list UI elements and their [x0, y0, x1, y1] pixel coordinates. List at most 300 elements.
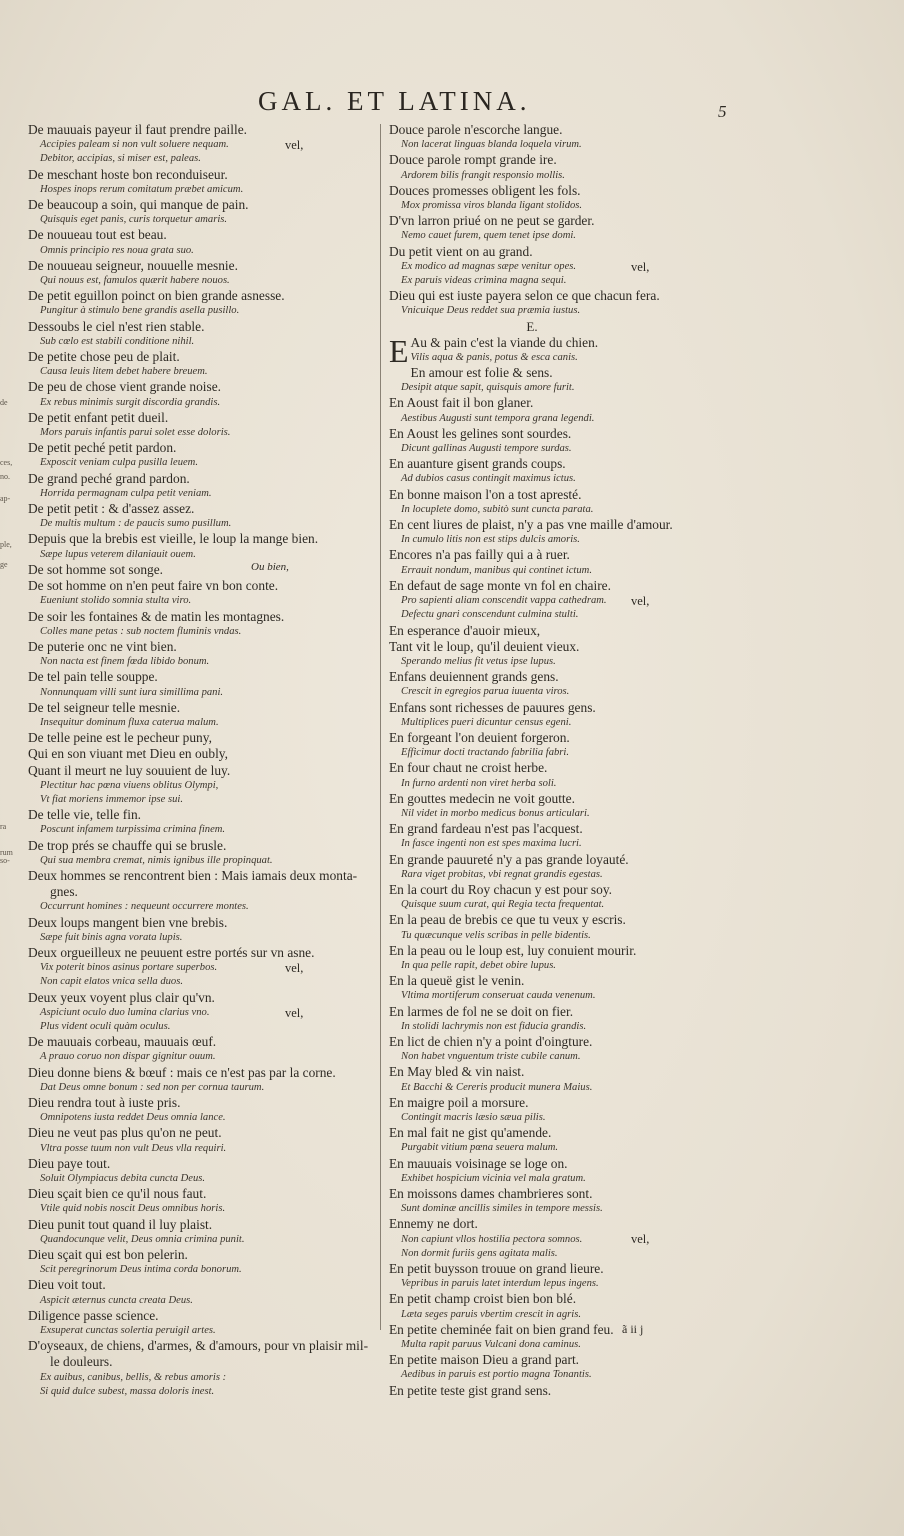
french-proverb	[28, 1338, 373, 1354]
french-proverb	[389, 288, 689, 304]
proverb-entry	[389, 623, 689, 639]
proverb-entry	[389, 760, 689, 790]
section-letter: E.	[526, 318, 538, 334]
latin-translation: De multis multum : de paucis sumo pusillum.	[40, 518, 232, 530]
french-text: En grand fardeau n'est pas l'acquest.	[389, 821, 583, 837]
proverb-entry	[389, 791, 689, 821]
latin-translation: Hospes inops rerum comitatum præbet amicum.	[40, 183, 244, 195]
latin-translation: Exhibet hospicium vicinia vel mala gratum.	[401, 1172, 586, 1184]
drop-capital: E	[389, 332, 409, 369]
latin-translation: Aestibus Augusti sunt tempora grana legendi.	[401, 412, 595, 424]
proverb-entry	[389, 183, 689, 213]
proverb-entry	[28, 990, 373, 1020]
french-proverb	[28, 838, 373, 854]
proverb-entry	[389, 1247, 689, 1261]
latin-translation: Nil videt in morbo medicus bonus articulari.	[401, 807, 590, 819]
margin-fragment: ces,	[0, 458, 13, 467]
latin-translation: Vltra posse tuum non vult Deus vlla requiri.	[40, 1142, 227, 1154]
proverb-entry	[28, 152, 373, 166]
french-proverb	[28, 807, 373, 823]
margin-fragment: no.	[0, 472, 10, 481]
french-proverb	[28, 471, 373, 487]
latin-translation: Non habet vnguentum triste cubile canum.	[401, 1051, 581, 1063]
french-proverb	[28, 379, 373, 395]
french-proverb	[28, 763, 373, 779]
french-text: Ennemy ne dort.	[389, 1216, 478, 1232]
proverb-entry	[389, 332, 689, 369]
french-proverb	[389, 244, 689, 260]
proverb-entry	[389, 244, 689, 274]
proverb-entry	[389, 730, 689, 760]
proverb-entry	[28, 122, 373, 152]
french-text: Dieu qui est iuste payera selon ce que chacun fera.	[389, 288, 660, 304]
french-text: De telle vie, telle fin.	[28, 807, 142, 823]
french-proverb	[389, 365, 689, 381]
proverb-entry	[28, 1034, 373, 1064]
margin-fragment: de	[0, 398, 8, 407]
latin-translation: Sub cœlo est stabili conditione nihil.	[40, 335, 195, 347]
french-text: De mauuais corbeau, mauuais œuf.	[28, 1034, 217, 1050]
french-proverb	[28, 990, 373, 1006]
french-proverb	[389, 669, 689, 685]
latin-translation: Qui sua membra cremat, nimis ignibus ille propinquat.	[40, 854, 273, 866]
french-text: En Aoust les gelines sont sourdes.	[389, 425, 572, 441]
french-text: Deux loups mangent bien vne brebis.	[28, 914, 228, 930]
latin-translation: Plus vident oculi quàm oculus.	[40, 1020, 171, 1032]
latin-translation: Aspicit æternus cuncta creata Deus.	[40, 1294, 193, 1306]
latin-translation: Ad dubios casus contingit maximus ictus.	[401, 473, 576, 485]
margin-fragment: so-	[0, 856, 10, 865]
latin-translation: Vnicuique Deus reddet sua præmia iustus.	[401, 305, 581, 317]
latin-translation: Et Bacchi & Cereris producit munera Maius.	[401, 1081, 593, 1093]
proverb-entry	[28, 1065, 373, 1095]
proverb-entry	[389, 1034, 689, 1064]
french-proverb	[28, 122, 373, 138]
french-proverb	[389, 623, 689, 639]
variant-note: vel,	[631, 259, 650, 274]
proverb-entry	[389, 213, 689, 243]
french-proverb	[28, 349, 373, 365]
latin-translation: Exposcit veniam culpa pusilla leuem.	[40, 457, 198, 469]
french-proverb	[389, 1186, 689, 1202]
french-text: En petite maison Dieu a grand part.	[389, 1352, 580, 1368]
french-text: En gouttes medecin ne voit goutte.	[389, 790, 575, 806]
french-proverb	[389, 821, 689, 837]
french-text: Deux yeux voyent plus clair qu'vn.	[28, 989, 215, 1005]
french-text: De meschant hoste bon reconduiseur.	[28, 166, 228, 182]
latin-translation: Contingit macris læsio sæua pilis.	[401, 1112, 546, 1123]
latin-translation: Debitor, accipias, si miser est, paleas.	[40, 153, 201, 165]
french-text: Dieu paye tout.	[28, 1155, 111, 1171]
french-text: D'vn larron priué on ne peut se garder.	[389, 213, 595, 229]
latin-translation: Aedibus in paruis est portio magna Tonantis.	[401, 1369, 592, 1381]
variant-note: vel,	[285, 138, 304, 152]
latin-translation: Errauit nondum, manibus qui continet ictum.	[401, 564, 592, 576]
french-text: En larmes de fol ne se doit on fier.	[389, 1003, 574, 1019]
french-proverb	[28, 167, 373, 183]
french-text: Douce parole n'escorche langue.	[389, 122, 563, 137]
latin-translation: Mors paruis infantis parui solet esse doloris.	[40, 427, 231, 439]
proverb-entry	[389, 912, 689, 942]
french-proverb	[389, 791, 689, 807]
french-text: Depuis que la brebis est vieille, le loup la mange bien.	[28, 531, 319, 547]
proverb-entry	[389, 943, 689, 973]
latin-translation: Vix poterit binos asinus portare superbos.	[40, 962, 218, 974]
proverb-entry	[28, 258, 373, 288]
latin-translation: Nonnunquam villi sunt iura simillima pani.	[40, 686, 224, 698]
proverb-entry	[28, 440, 373, 470]
french-text: De peu de chose vient grande noise.	[28, 379, 221, 395]
french-text: Dieu punit tout quand il luy plaist.	[28, 1216, 213, 1232]
french-proverb	[389, 122, 689, 138]
proverb-entry	[28, 669, 373, 699]
french-proverb	[389, 973, 689, 989]
column-divider	[380, 124, 381, 1330]
latin-translation: Occurrunt homines : nequeunt occurrere montes.	[40, 901, 249, 913]
latin-translation: Pungitur à stimulo bene grandis asella pusillo.	[40, 305, 240, 317]
right-column	[389, 122, 689, 1399]
proverb-entry	[28, 945, 373, 975]
proverb-entry	[389, 1216, 689, 1246]
proverb-entry	[389, 365, 689, 395]
latin-translation: Si quid dulce subest, massa doloris inest.	[40, 1385, 215, 1397]
french-text: De puterie onc ne vint bien.	[28, 638, 177, 654]
latin-translation: Mox promissa viros blanda ligant stolidos.	[401, 200, 583, 212]
proverb-entry	[389, 639, 689, 669]
proverb-entry	[28, 288, 373, 318]
proverb-entry	[389, 547, 689, 577]
french-text: De mauuais payeur il faut prendre paille.	[28, 122, 247, 137]
french-text: De petite chose peu de plait.	[28, 349, 180, 365]
proverb-entry	[28, 868, 373, 915]
proverb-entry	[28, 410, 373, 440]
french-text: Qui en son viuant met Dieu en oubly,	[28, 746, 228, 762]
latin-translation: Accipies paleam si non vult soluere nequam.	[40, 139, 229, 151]
french-proverb	[28, 1125, 373, 1141]
french-text: En four chaut ne croist herbe.	[389, 760, 548, 776]
french-proverb	[28, 669, 373, 685]
french-text: De soir les fontaines & de matin les montagnes.	[28, 608, 285, 624]
french-proverb	[389, 183, 689, 199]
french-proverb	[28, 639, 373, 655]
proverb-entry	[389, 456, 689, 486]
french-text: En cent liures de plaist, n'y a pas vne maille d'amour.	[389, 517, 673, 533]
french-text: En forgeant l'on deuient forgeron.	[389, 729, 570, 745]
french-proverb	[28, 1217, 373, 1233]
latin-translation: Soluit Olympiacus debita cuncta Deus.	[40, 1173, 206, 1185]
proverb-entry	[28, 349, 373, 379]
proverb-entry	[389, 608, 689, 622]
proverb-entry	[28, 1020, 373, 1034]
proverb-entry	[28, 501, 373, 531]
proverb-entry	[28, 1308, 373, 1338]
french-text: Dieu rendra tout à iuste pris.	[28, 1095, 181, 1110]
latin-translation: Tu quæcunque velis scribas in pelle bidentis.	[401, 929, 591, 941]
latin-translation: Nemo cauet furem, quem tenet ipse domi.	[401, 230, 576, 242]
french-proverb	[389, 456, 689, 472]
latin-translation: Vepribus in paruis latet interdum lepus ingens.	[401, 1278, 599, 1290]
french-proverb	[28, 227, 373, 243]
french-text: De nouueau seigneur, nouuelle mesnie.	[28, 257, 238, 273]
latin-translation: Quandocunque velit, Deus omnia crimina punit.	[40, 1233, 245, 1245]
french-proverb	[389, 395, 689, 411]
proverb-entry	[28, 975, 373, 989]
french-text: De trop prés se chauffe qui se brusle.	[28, 837, 227, 853]
latin-translation: In fasce ingenti non est spes maxima lucri.	[401, 838, 582, 850]
latin-translation: Insequitur dominum fluxa caterua malum.	[40, 716, 219, 728]
french-text: En bonne maison l'on a tost apresté.	[389, 486, 582, 502]
french-proverb	[28, 746, 373, 762]
french-proverb	[389, 1095, 689, 1111]
french-continuation: le douleurs.	[50, 1354, 113, 1370]
proverb-entry	[389, 395, 689, 425]
latin-translation: In cumulo litis non est stips dulcis amoris.	[401, 534, 580, 546]
french-text: En la queuë gist le venin.	[389, 973, 525, 989]
french-text: En petite cheminée fait on bien grand feu.	[389, 1321, 614, 1337]
french-proverb	[28, 288, 373, 304]
latin-translation: Pro sapienti aliam conscendit vappa cathedram.	[401, 595, 607, 607]
french-text: Enfans sont richesses de pauures gens.	[389, 699, 596, 715]
margin-fragment: rum	[0, 848, 13, 857]
latin-translation: Ex modico ad magnas sæpe venitur opes.	[401, 260, 577, 272]
latin-translation: Multiplices pueri dicuntur census egeni.	[401, 716, 572, 728]
latin-translation: Sunt dominæ ancillis similes in tempore messis.	[401, 1203, 603, 1215]
proverb-entry	[28, 838, 373, 868]
proverb-entry	[28, 807, 373, 837]
margin-fragment: ra	[0, 822, 7, 831]
french-text: En petit buysson trouue on grand lieure.	[389, 1261, 604, 1277]
french-text: En mal fait ne gist qu'amende.	[389, 1125, 552, 1141]
latin-translation: Exsuperat cunctas solertia peruigil artes.	[40, 1325, 216, 1337]
french-proverb	[28, 562, 373, 578]
french-proverb	[389, 882, 689, 898]
proverb-entry	[28, 639, 373, 669]
proverb-entry	[389, 1322, 689, 1352]
french-text: De petit eguillon poinct on bien grande asnesse.	[28, 288, 285, 304]
latin-translation: Vt fiat moriens immemor ipse sui.	[40, 793, 184, 805]
proverb-entry	[389, 1352, 689, 1382]
variant-note: vel,	[631, 1232, 650, 1247]
french-text: De petit enfant petit dueil.	[28, 409, 169, 425]
latin-translation: Non dormit furiis gens agitata malis.	[401, 1247, 558, 1259]
french-proverb	[28, 868, 373, 884]
french-proverb	[389, 943, 689, 959]
latin-translation: In furno ardenti non viret herba soli.	[401, 777, 557, 789]
french-proverb	[28, 258, 373, 274]
page-header	[0, 86, 904, 126]
latin-translation: Læta seges paruis vbertim crescit in agris.	[401, 1308, 581, 1320]
french-proverb	[389, 700, 689, 716]
proverb-entry	[28, 730, 373, 746]
french-proverb	[389, 213, 689, 229]
french-continuation: gnes.	[50, 884, 78, 900]
french-text: De tel pain telle souppe.	[28, 669, 158, 685]
proverb-entry	[389, 487, 689, 517]
french-text: Dieu donne biens & bœuf : mais ce n'est pas par la corne.	[28, 1064, 336, 1080]
running-title: GAL. ET LATINA.	[258, 86, 531, 116]
french-proverb	[28, 319, 373, 335]
french-proverb	[28, 440, 373, 456]
french-proverb	[28, 1308, 373, 1324]
french-proverb	[389, 517, 689, 533]
latin-translation: Horrida permagnam culpa petit veniam.	[40, 487, 212, 499]
latin-translation: Poscunt infamem turpissima crimina finem.	[40, 824, 226, 836]
proverb-entry	[389, 274, 689, 288]
french-text: Douces promesses obligent les fols.	[389, 182, 581, 198]
french-text: Deux orgueilleux ne peuuent estre portés sur vn asne.	[28, 944, 315, 960]
latin-translation: Crescit in egregios parua iuuenta viros.	[401, 686, 570, 698]
french-text: En defaut de sage monte vn fol en chaire.	[389, 577, 611, 593]
latin-translation: Rara viget probitas, vbi regnat grandis egestas.	[401, 868, 603, 880]
latin-translation: Efficimur docti tractando fabrilia fabri.	[401, 747, 570, 759]
french-text: En petite teste gist grand sens.	[389, 1382, 552, 1398]
french-proverb	[389, 730, 689, 746]
latin-translation: Quisque suum curat, qui Regia tecta frequentat.	[401, 899, 605, 911]
french-text: En mauuais voisinage se loge on.	[389, 1155, 568, 1171]
latin-translation: Causa leuis litem debet habere breuem.	[40, 366, 208, 378]
french-text: En la peau ou le loup est, luy conuient mourir.	[389, 942, 637, 958]
french-proverb	[389, 487, 689, 503]
variant-note: vel,	[285, 960, 304, 975]
french-proverb	[28, 410, 373, 426]
latin-translation: Omnis principio res noua grata suo.	[40, 244, 194, 256]
latin-translation: Sæpe fuit binis agna vorata lupis.	[40, 931, 183, 943]
latin-translation: Dat Deus omne bonum : sed non per cornua taurum.	[40, 1081, 265, 1093]
french-proverb	[28, 609, 373, 625]
french-proverb	[28, 1065, 373, 1081]
french-text: Encores n'a pas failly qui a à ruer.	[389, 547, 570, 563]
latin-translation: Multa rapit paruus Vulcani dona caminus.	[401, 1339, 581, 1351]
proverb-entry	[389, 426, 689, 456]
proverb-entry	[28, 609, 373, 639]
variant-note: vel,	[285, 1005, 304, 1020]
latin-translation: Omnipotens iusta reddet Deus omnia lance.	[40, 1112, 226, 1124]
latin-translation: Ex auibus, canibus, bellis, & rebus amoris :	[40, 1371, 227, 1383]
french-text: Dieu sçait qui est bon pelerin.	[28, 1247, 188, 1263]
latin-translation: In stolidi lachrymis non est fiducia grandis.	[401, 1020, 587, 1032]
latin-translation: Non capit elatos vnica sella duos.	[40, 976, 184, 988]
french-proverb	[28, 945, 373, 961]
french-text: Deux hommes se rencontrent bien : Mais iamais deux monta-	[28, 867, 358, 883]
latin-translation: Scit peregrinorum Deus intima corda bonorum.	[40, 1264, 242, 1276]
latin-translation: Vilis aqua & panis, potus & esca canis.	[410, 351, 578, 363]
french-proverb	[389, 1322, 689, 1338]
french-text: En Aoust fait il bon glaner.	[389, 395, 534, 411]
latin-translation: Defectu gnari conscendunt culmina stulti.	[401, 609, 579, 621]
french-proverb	[389, 760, 689, 776]
french-proverb	[389, 1261, 689, 1277]
proverb-entry	[389, 1261, 689, 1291]
proverb-entry	[389, 1004, 689, 1034]
latin-translation: Ex paruis videas crimina magna sequi.	[401, 275, 567, 287]
proverb-entry	[28, 227, 373, 257]
latin-translation: Dicunt gallinas Augusti tempore surdas.	[401, 443, 572, 455]
variant-note: Ou bien,	[251, 560, 289, 573]
proverb-entry	[28, 1277, 373, 1307]
proverb-entry	[389, 1156, 689, 1186]
latin-translation: Qui nouus est, famulos quærit habere nouos.	[40, 275, 230, 287]
french-proverb	[28, 578, 373, 594]
french-text: En moissons dames chambrieres sont.	[389, 1186, 593, 1202]
variant-note: vel,	[631, 593, 650, 608]
folio-number: 5	[718, 102, 727, 121]
french-text: De petit petit : & d'assez assez.	[28, 501, 195, 517]
latin-translation: Vtile quid nobis noscit Deus omnibus horis.	[40, 1203, 226, 1215]
french-proverb	[28, 531, 373, 547]
french-text: En auanture gisent grands coups.	[389, 456, 566, 472]
french-text: Au & pain c'est la viande du chien.	[410, 334, 599, 350]
proverb-entry	[28, 1186, 373, 1216]
french-proverb	[389, 1156, 689, 1172]
proverb-entry	[389, 1291, 689, 1321]
french-text: De sot homme sot songe.	[28, 561, 164, 577]
proverb-entry	[28, 562, 373, 578]
french-proverb	[28, 700, 373, 716]
french-text: Douce parole rompt grande ire.	[389, 152, 557, 168]
french-text: Du petit vient on au grand.	[389, 243, 533, 259]
french-proverb	[28, 915, 373, 931]
margin-fragment: ge	[0, 560, 8, 569]
french-proverb	[389, 1291, 689, 1307]
latin-translation: Ardorem bilis frangit responsio mollis.	[401, 169, 565, 181]
french-text: De tel seigneur telle mesnie.	[28, 699, 181, 715]
french-text: Enfans deuiennent grands gens.	[389, 669, 559, 685]
proverb-entry	[389, 1125, 689, 1155]
french-proverb	[28, 501, 373, 517]
proverb-entry	[28, 379, 373, 409]
french-proverb	[389, 547, 689, 563]
proverb-entry	[389, 1383, 689, 1399]
latin-translation: Vltima mortiferum conseruat cauda venenum.	[401, 990, 596, 1002]
french-text: Dieu ne veut pas plus qu'on ne peut.	[28, 1125, 222, 1141]
latin-translation: Plectitur hac pœna viuens oblitus Olympi,	[40, 779, 219, 791]
french-proverb	[389, 426, 689, 442]
french-text: De grand peché grand pardon.	[28, 470, 190, 486]
proverb-entry	[389, 669, 689, 699]
left-column	[28, 122, 373, 1399]
french-text: Dieu sçait bien ce qu'il nous faut.	[28, 1186, 207, 1202]
latin-translation: Eueniunt stolido somnia stulta viro.	[40, 595, 192, 607]
proverb-entry	[28, 471, 373, 501]
proverb-entry	[389, 517, 689, 547]
french-proverb	[389, 1352, 689, 1368]
latin-translation: Non lacerat linguas blanda loquela virum.	[401, 139, 582, 151]
proverb-entry	[389, 1095, 689, 1125]
proverb-entry	[389, 700, 689, 730]
proverb-entry	[389, 973, 689, 1003]
proverb-entry	[28, 197, 373, 227]
proverb-entry	[389, 882, 689, 912]
latin-translation: Colles mane petas : sub noctem fluminis vndas.	[40, 625, 242, 637]
french-text: De beaucoup a soin, qui manque de pain.	[28, 197, 249, 213]
french-proverb	[389, 578, 689, 594]
french-text: De nouueau tout est beau.	[28, 227, 167, 243]
french-proverb	[389, 1383, 689, 1399]
latin-translation: Non nacta est finem fœda libido bonum.	[40, 656, 210, 668]
french-text: Diligence passe science.	[28, 1307, 159, 1323]
french-text: En May bled & vin naist.	[389, 1064, 525, 1080]
proverb-entry	[28, 700, 373, 730]
latin-translation: Quisquis eget panis, curis torquetur amaris.	[40, 214, 228, 226]
french-proverb	[28, 730, 373, 746]
latin-translation: In qua pelle rapit, debet obire lupus.	[401, 959, 556, 971]
proverb-entry	[389, 1186, 689, 1216]
french-proverb	[389, 1064, 689, 1080]
proverb-entry	[28, 746, 373, 762]
margin-fragment: ple,	[0, 540, 12, 549]
proverb-entry	[28, 578, 373, 608]
french-text: De petit peché petit pardon.	[28, 440, 177, 456]
